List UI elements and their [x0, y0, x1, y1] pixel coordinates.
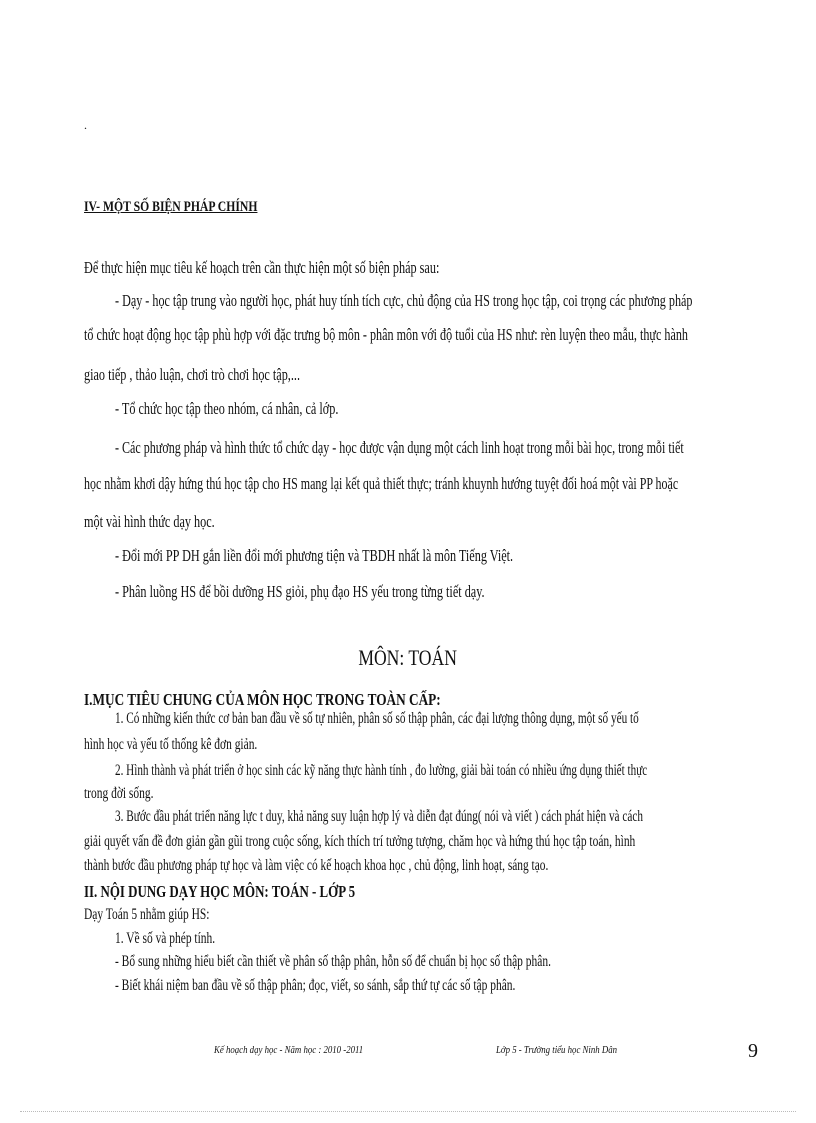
- paragraph-line: - Tổ chức học tập theo nhóm, cá nhân, cả lớp.: [115, 399, 339, 418]
- paragraph-line: giao tiếp , thảo luận, chơi trò chơi học tập,...: [84, 365, 301, 384]
- paragraph-line: - Các phương pháp và hình thức tổ chức dạy - học được vận dụng một cách linh hoạt trong mỗi bài học, trong mỗi tiết: [115, 438, 684, 457]
- subsection-line: hình học và yếu tố thống kê đơn giản.: [84, 736, 258, 753]
- paragraph-line: - Phân luồng HS để bồi dưỡng HS giỏi, phụ đạo HS yếu trong từng tiết dạy.: [115, 582, 485, 601]
- subsection-line: Dạy Toán 5 nhằm giúp HS:: [84, 906, 210, 923]
- page-number: 9: [748, 1040, 758, 1062]
- subsection-line: 2. Hình thành và phát triển ở học sinh các kỹ năng thực hành tính , đo lường, giải bài toán có nhiều ứng dụng thiết thực: [115, 762, 648, 779]
- paragraph-line: - Dạy - học tập trung vào người học, phát huy tính tích cực, chủ động của HS trong học tập, coi trọng các phương pháp: [115, 291, 693, 310]
- paragraph-line: một vài hình thức dạy học.: [84, 512, 215, 531]
- subsection-line: thành bước đầu phương pháp tự học và làm việc có kế hoạch khoa học , chủ động, linh hoạt, sáng tạo.: [84, 857, 549, 874]
- subsection-line: 1. Về số và phép tính.: [115, 930, 216, 947]
- subsection-title: I.MỤC TIÊU CHUNG CỦA MÔN HỌC TRONG TOÀN CẤP:: [84, 690, 441, 709]
- subsection-line: 1. Có những kiến thức cơ bản ban đầu về số tự nhiên, phân số số thập phân, các đại lượng thông dụng, một số yếu tố: [115, 710, 639, 727]
- footer-right: Lớp 5 - Trường tiểu học Ninh Dân: [496, 1044, 618, 1056]
- bottom-divider: [20, 1111, 796, 1112]
- subsection-line: - Biết khái niệm ban đầu về số thập phân; đọc, viết, so sánh, sắp thứ tự các số tập phân.: [115, 977, 516, 994]
- paragraph-line: học nhằm khơi dậy hứng thú học tập cho HS mang lại kết quả thiết thực; tránh khuynh hướng tuyệt đối hoá một vài PP hoặc: [84, 474, 679, 493]
- subsection-line: 3. Bước đầu phát triển năng lực t duy, khả năng suy luận hợp lý và diễn đạt đúng( nói và viết ) cách phát hiện và cách: [115, 808, 643, 825]
- footer-left: Kế hoạch dạy học - Năm học : 2010 -2011: [214, 1044, 364, 1056]
- paragraph-line: tổ chức hoạt động học tập phù hợp với đặc trưng bộ môn - phân môn với độ tuổi của HS như: rèn luyện theo mẫu, thực hành: [84, 325, 688, 344]
- subsection-line: - Bổ sung những hiểu biết cần thiết về phân số thập phân, hỗn số để chuẩn bị học số thập phân.: [115, 953, 551, 970]
- section-title: IV- MỘT SỐ BIỆN PHÁP CHÍNH: [84, 199, 258, 215]
- subject-heading: MÔN: TOÁN: [358, 645, 458, 670]
- paragraph-line: - Đổi mới PP DH gắn liền đổi mới phương tiện và TBDH nhất là môn Tiếng Việt.: [115, 546, 514, 565]
- subsection-line: giải quyết vấn đề đơn giản gần gũi trong cuộc sống, kích thích trí tưởng tượng, chăm học và hứng thú học tập toán, hình: [84, 833, 636, 850]
- paragraph-line: Để thực hiện mục tiêu kế hoạch trên cần thực hiện một số biện pháp sau:: [84, 258, 440, 277]
- subsection-line: trong đời sống.: [84, 785, 154, 802]
- subsection-title: II. NỘI DUNG DẠY HỌC MÔN: TOÁN - LỚP 5: [84, 882, 356, 901]
- stray-dot: .: [84, 118, 87, 132]
